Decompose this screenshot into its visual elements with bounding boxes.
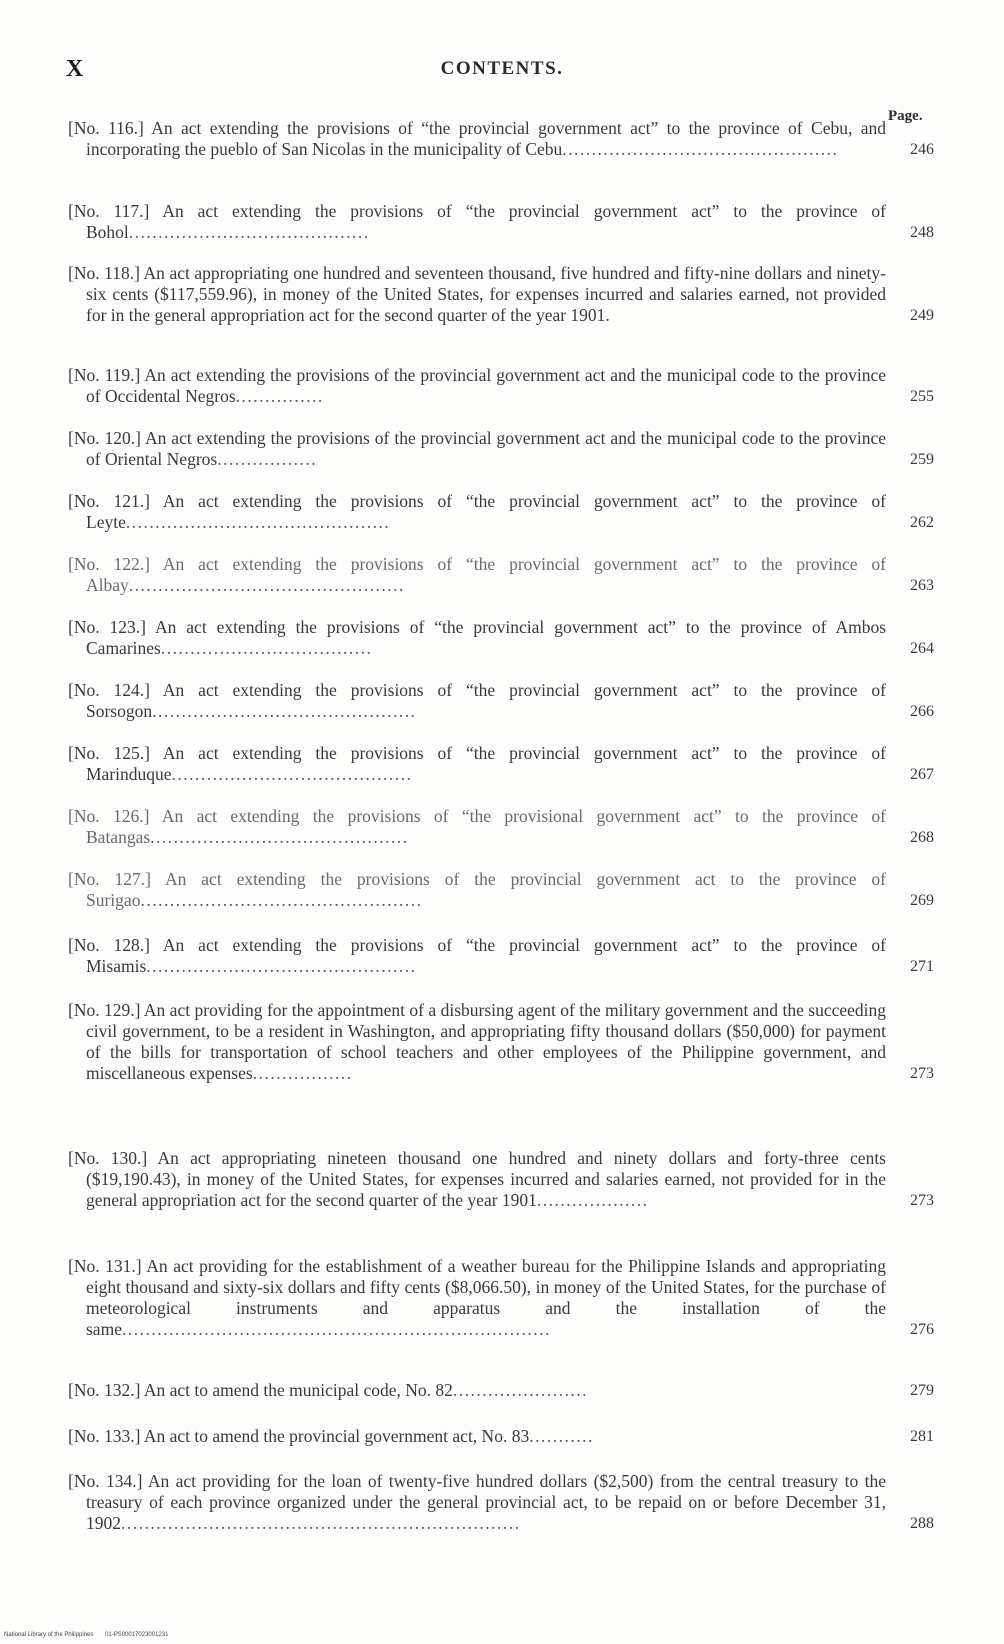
dot-leader: .................................... — [160, 638, 373, 658]
contents-entry — [68, 263, 934, 326]
entry-text: [No. 129.] An act providing for the appointment of a disbursing agent of the military government and the succeeding civil government, to be a resident in Washington, and appropriating fifty thousand dollars ($50,000) for payment of the bills for transportation of school teachers and other employees of the Philippine government, and miscellaneous expenses — [68, 1000, 886, 1083]
contents-entry — [68, 428, 934, 470]
dot-leader: ................. — [217, 449, 318, 469]
entry-page-number: 266 — [910, 703, 934, 720]
entry-page-number: 246 — [910, 141, 934, 158]
entry-page-number: 268 — [910, 829, 934, 846]
entry-page-number: 276 — [910, 1321, 934, 1338]
dot-leader: ............................................. — [125, 512, 391, 532]
entry-text: [No. 131.] An act providing for the establishment of a weather bureau for the Philippine Islands and appropriating eight thousand and sixty-six dollars and fifty cents ($8,066.50), in money of the United States, for the purchase of meteorological instruments and apparatus and the installation of the same — [68, 1256, 886, 1339]
contents-entry — [68, 680, 934, 722]
dot-leader: ......................................................................... — [121, 1319, 551, 1339]
entry-text: [No. 123.] An act extending the provisions of “the provincial government act” to the province of Ambos Camarines — [68, 617, 886, 658]
page-title: CONTENTS. — [440, 58, 564, 79]
entry-text: [No. 119.] An act extending the provisions of the provincial government act and the municipal code to the province of Occidental Negros — [68, 365, 886, 406]
contents-entry — [68, 491, 934, 533]
dot-leader: ................................................ — [140, 890, 423, 910]
dot-leader: ................. — [252, 1063, 353, 1083]
entry-page-number: 249 — [910, 307, 934, 324]
entry-text: [No. 121.] An act extending the provisions of “the provincial government act” to the province of Leyte — [68, 491, 886, 532]
entry-text: [No. 133.] An act to amend the provincial government act, No. 83 — [68, 1426, 530, 1446]
page-column-label: Page. — [888, 108, 923, 124]
contents-entry — [68, 1256, 934, 1340]
entry-text: [No. 127.] An act extending the provisions of the provincial government act to the province of Surigao — [68, 869, 886, 910]
entry-text: [No. 120.] An act extending the provisions of the provincial government act and the municipal code to the province of Oriental Negros — [68, 428, 886, 469]
entry-page-number: 273 — [910, 1192, 934, 1209]
dot-leader: .............................................. — [146, 956, 417, 976]
contents-entry — [68, 201, 934, 243]
entry-page-number: 279 — [910, 1382, 934, 1399]
dot-leader: ............................................... — [562, 139, 839, 159]
entry-text: [No. 128.] An act extending the provisions of “the provincial government act” to the province of Misamis — [68, 935, 886, 976]
entry-text: [No. 126.] An act extending the provisions of “the provisional government act” to the province of Batangas — [68, 806, 886, 847]
contents-entry — [68, 365, 934, 407]
entry-text: [No. 118.] An act appropriating one hundred and seventeen thousand, five hundred and fifty-nine dollars and ninety-six cents ($117,559.96), in money of the United States, for expenses incurred and salaries earned, not provided for in the general appropriation act for the second quarter of the year 1901. — [68, 263, 886, 325]
dot-leader: .................................................................... — [121, 1513, 521, 1533]
entry-text: [No. 116.] An act extending the provisions of “the provincial government act” to the province of Cebu, and incorporating the pueblo of San Nicolas in the municipality of Cebu — [68, 118, 886, 159]
entry-page-number: 264 — [910, 640, 934, 657]
entry-page-number: 248 — [910, 224, 934, 241]
dot-leader: ......................................... — [128, 222, 370, 242]
contents-entry — [68, 935, 934, 977]
contents-entry — [68, 743, 934, 785]
entry-page-number: 288 — [910, 1515, 934, 1532]
contents-entry — [68, 1148, 934, 1211]
page-number-roman: X — [66, 56, 84, 82]
dot-leader: ............................................. — [152, 701, 417, 721]
entry-text: [No. 132.] An act to amend the municipal code, No. 82 — [68, 1380, 453, 1400]
dot-leader: ................... — [536, 1190, 649, 1210]
contents-entry — [68, 1471, 934, 1534]
dot-leader: ............................................... — [128, 575, 405, 595]
entry-page-number: 273 — [910, 1065, 934, 1082]
entry-page-number: 269 — [910, 892, 934, 909]
entry-text: [No. 117.] An act extending the provisions of “the provincial government act” to the province of Bohol — [68, 201, 886, 242]
dot-leader: ......................................... — [171, 764, 413, 784]
entry-page-number: 259 — [910, 451, 934, 468]
dot-leader: ....................... — [452, 1380, 589, 1400]
contents-entry — [68, 1380, 934, 1401]
entry-text: [No. 130.] An act appropriating nineteen thousand one hundred and ninety dollars and forty-three cents ($19,190.43), in money of the United States, for expenses incurred and salaries earned, not provided for in the general appropriation act for the second quarter of the year 1901 — [68, 1148, 886, 1210]
dot-leader: ............... — [235, 386, 324, 406]
dot-leader: ............................................ — [150, 827, 409, 847]
entry-text: [No. 122.] An act extending the provisions of “the provincial government act” to the province of Albay — [68, 554, 886, 595]
contents-entry — [68, 554, 934, 596]
scan-footer — [4, 1632, 178, 1638]
contents-entry — [68, 869, 934, 911]
entry-page-number: 281 — [910, 1428, 934, 1445]
entry-page-number: 271 — [910, 958, 934, 975]
entry-text: [No. 124.] An act extending the provisions of “the provincial government act” to the province of Sorsogon — [68, 680, 886, 721]
entry-text: [No. 125.] An act extending the provisions of “the provincial government act” to the province of Marinduque — [68, 743, 886, 784]
footer-id: 01-PS00017023001231 — [105, 1632, 169, 1638]
entry-page-number: 267 — [910, 766, 934, 783]
contents-entry — [68, 806, 934, 848]
entry-page-number: 255 — [910, 388, 934, 405]
contents-entry — [68, 1426, 934, 1447]
footer-library: National Library of the Philippines — [4, 1632, 94, 1638]
contents-entry — [68, 118, 934, 160]
dot-leader: ........... — [529, 1426, 594, 1446]
contents-entry — [68, 617, 934, 659]
entry-page-number: 262 — [910, 514, 934, 531]
contents-entry — [68, 1000, 934, 1084]
entry-text: [No. 134.] An act providing for the loan of twenty-five hundred dollars ($2,500) from the central treasury to the treasury of each province organized under the general provincial act, to be repaid on or before December 31, 1902 — [68, 1471, 886, 1533]
entry-page-number: 263 — [910, 577, 934, 594]
